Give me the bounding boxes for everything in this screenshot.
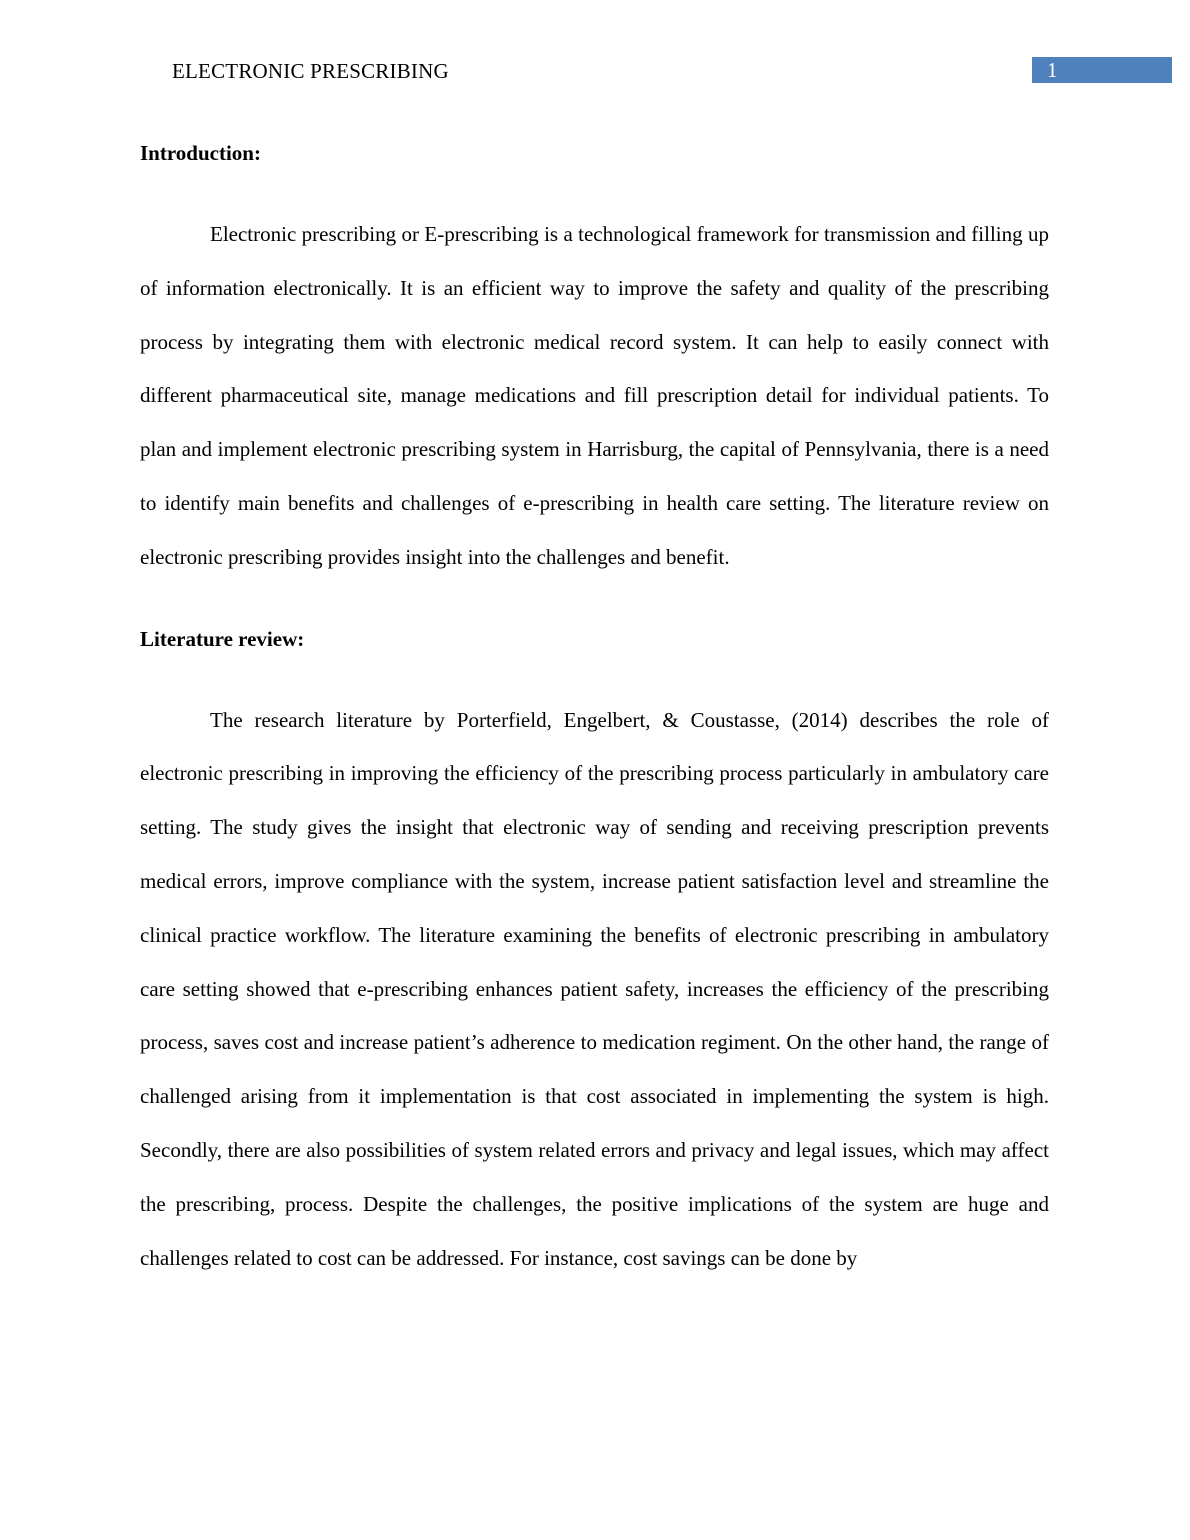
page-number-box [1032, 57, 1172, 83]
introduction-paragraph: Electronic prescribing or E-prescribing is a technological framework for transmission and filling up of information electronically. It is an efficient way to improve the safety and quality of the prescribing process by integrating them with electronic medical record system. It can help to easily connect with different pharmaceutical site, manage medications and fill prescription detail for individual patients. To plan and implement electronic prescribing system in Harrisburg, the capital of Pennsylvania, there is a need to identify main benefits and challenges of e-prescribing in health care setting. The literature review on electronic prescribing provides insight into the challenges and benefit. [140, 222, 1049, 569]
running-head: ELECTRONIC PRESCRIBING [172, 59, 449, 83]
literature-review-paragraph: The research literature by Porterfield, Engelbert, & Coustasse, (2014) describes the role of electronic prescribing in improving the efficiency of the prescribing process particularly in ambulatory care setting. The study gives the insight that electronic way of sending and receiving prescription prevents medical errors, improve compliance with the system, increase patient satisfaction level and streamline the clinical practice workflow. The literature examining the benefits of electronic prescribing in ambulatory care setting showed that e-prescribing enhances patient safety, increases the efficiency of the prescribing process, saves cost and increase patient’s adherence to medication regiment. On the other hand, the range of challenged arising from it implementation is that cost associated in implementing the system is high. Secondly, there are also possibilities of system related errors and privacy and legal issues, which may affect the prescribing, process. Despite the challenges, the positive implications of the system are huge and challenges related to cost can be addressed. For instance, cost savings can be done by [140, 707, 1049, 1270]
literature-review-heading: Literature review: [140, 626, 305, 651]
page-number: 1 [1047, 58, 1058, 82]
document-body [140, 136, 1049, 1285]
introduction-heading: Introduction: [140, 141, 261, 165]
